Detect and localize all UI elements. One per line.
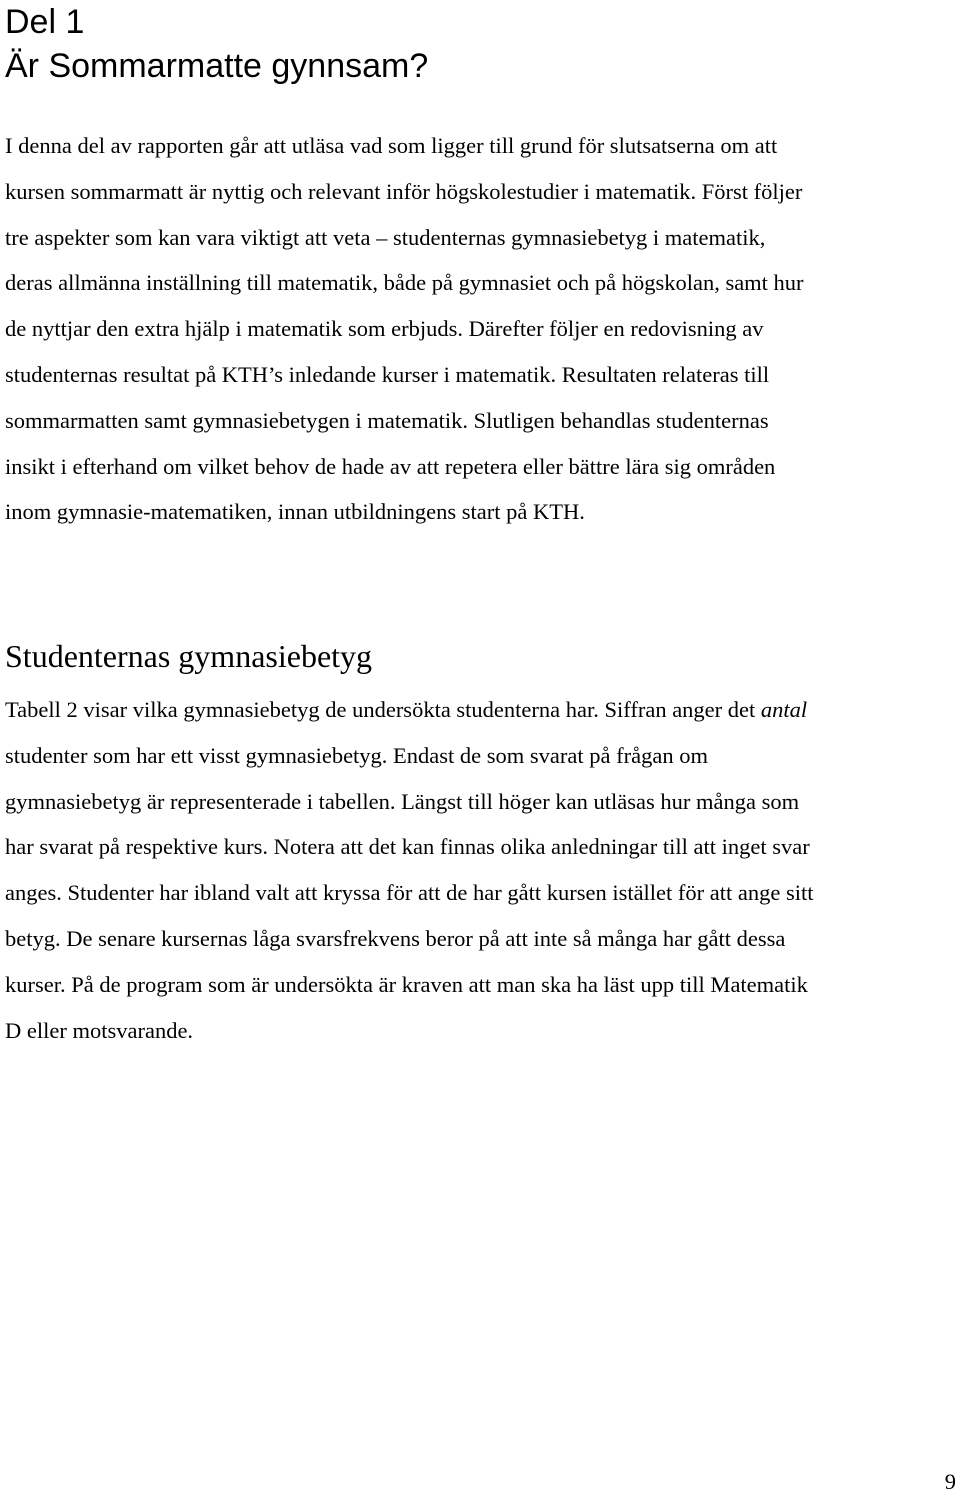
- paragraph-line: deras allmänna inställning till matematik, både på gymnasiet och på högskolan, samt hur: [5, 270, 804, 296]
- paragraph-line: kursen sommarmatt är nyttig och relevant inför högskolestudier i matematik. Först följer: [5, 178, 803, 204]
- chapter-label: Del 1: [5, 3, 85, 41]
- emphasized-word: antal: [760, 697, 808, 722]
- paragraph-line: I denna del av rapporten går att utläsa vad som ligger till grund för slutsatserna om att: [5, 133, 778, 158]
- paragraph-line: sommarmatten samt gymnasiebetygen i matematik. Slutligen behandlas studenternas: [5, 407, 769, 433]
- chapter-title: Är Sommarmatte gynnsam?: [5, 47, 429, 85]
- paragraph-line: tre aspekter som kan vara viktigt att veta – studenternas gymnasiebetyg i matematik,: [5, 224, 766, 250]
- paragraph-line: [5, 687, 960, 733]
- paragraph-line: kurser. På de program som är undersökta är kraven att man ska ha läst upp till Matematik: [5, 971, 808, 997]
- paragraph-line: inom gymnasie-matematiken, innan utbildningens start på KTH.: [5, 499, 585, 525]
- paragraph-line: studenternas resultat på KTH’s inledande kurser i matematik. Resultaten relateras till: [5, 361, 770, 387]
- paragraph-text: Tabell 2 visar vilka gymnasiebetyg de undersökta studenterna har. Siffran anger det: [5, 697, 761, 722]
- paragraph-line: studenter som har ett visst gymnasiebetyg. Endast de som svarat på frågan om: [5, 742, 708, 768]
- section-heading: Studenternas gymnasiebetyg: [5, 638, 373, 674]
- intro-paragraph: [5, 123, 960, 535]
- paragraph-line: de nyttjar den extra hjälp i matematik som erbjuds. Därefter följer en redovisning av: [5, 316, 764, 342]
- paragraph-line: har svarat på respektive kurs. Notera att det kan finnas olika anledningar till att inget svar: [5, 834, 810, 860]
- chapter-heading: [5, 0, 428, 88]
- paragraph-line: betyg. De senare kursernas låga svarsfrekvens beror på att inte så många har gått dessa: [5, 925, 786, 951]
- paragraph-line: D eller motsvarande.: [5, 1017, 194, 1043]
- paragraph-line: anges. Studenter har ibland valt att kryssa för att de har gått kursen istället för att ange sitt: [5, 880, 814, 906]
- paragraph-line: gymnasiebetyg är representerade i tabellen. Längst till höger kan utläsas hur många som: [5, 788, 800, 814]
- paragraph-line: insikt i efterhand om vilket behov de hade av att repetera eller bättre lära sig områden: [5, 453, 776, 479]
- section-paragraph: [5, 687, 960, 1053]
- page-number: 9: [944, 1469, 956, 1494]
